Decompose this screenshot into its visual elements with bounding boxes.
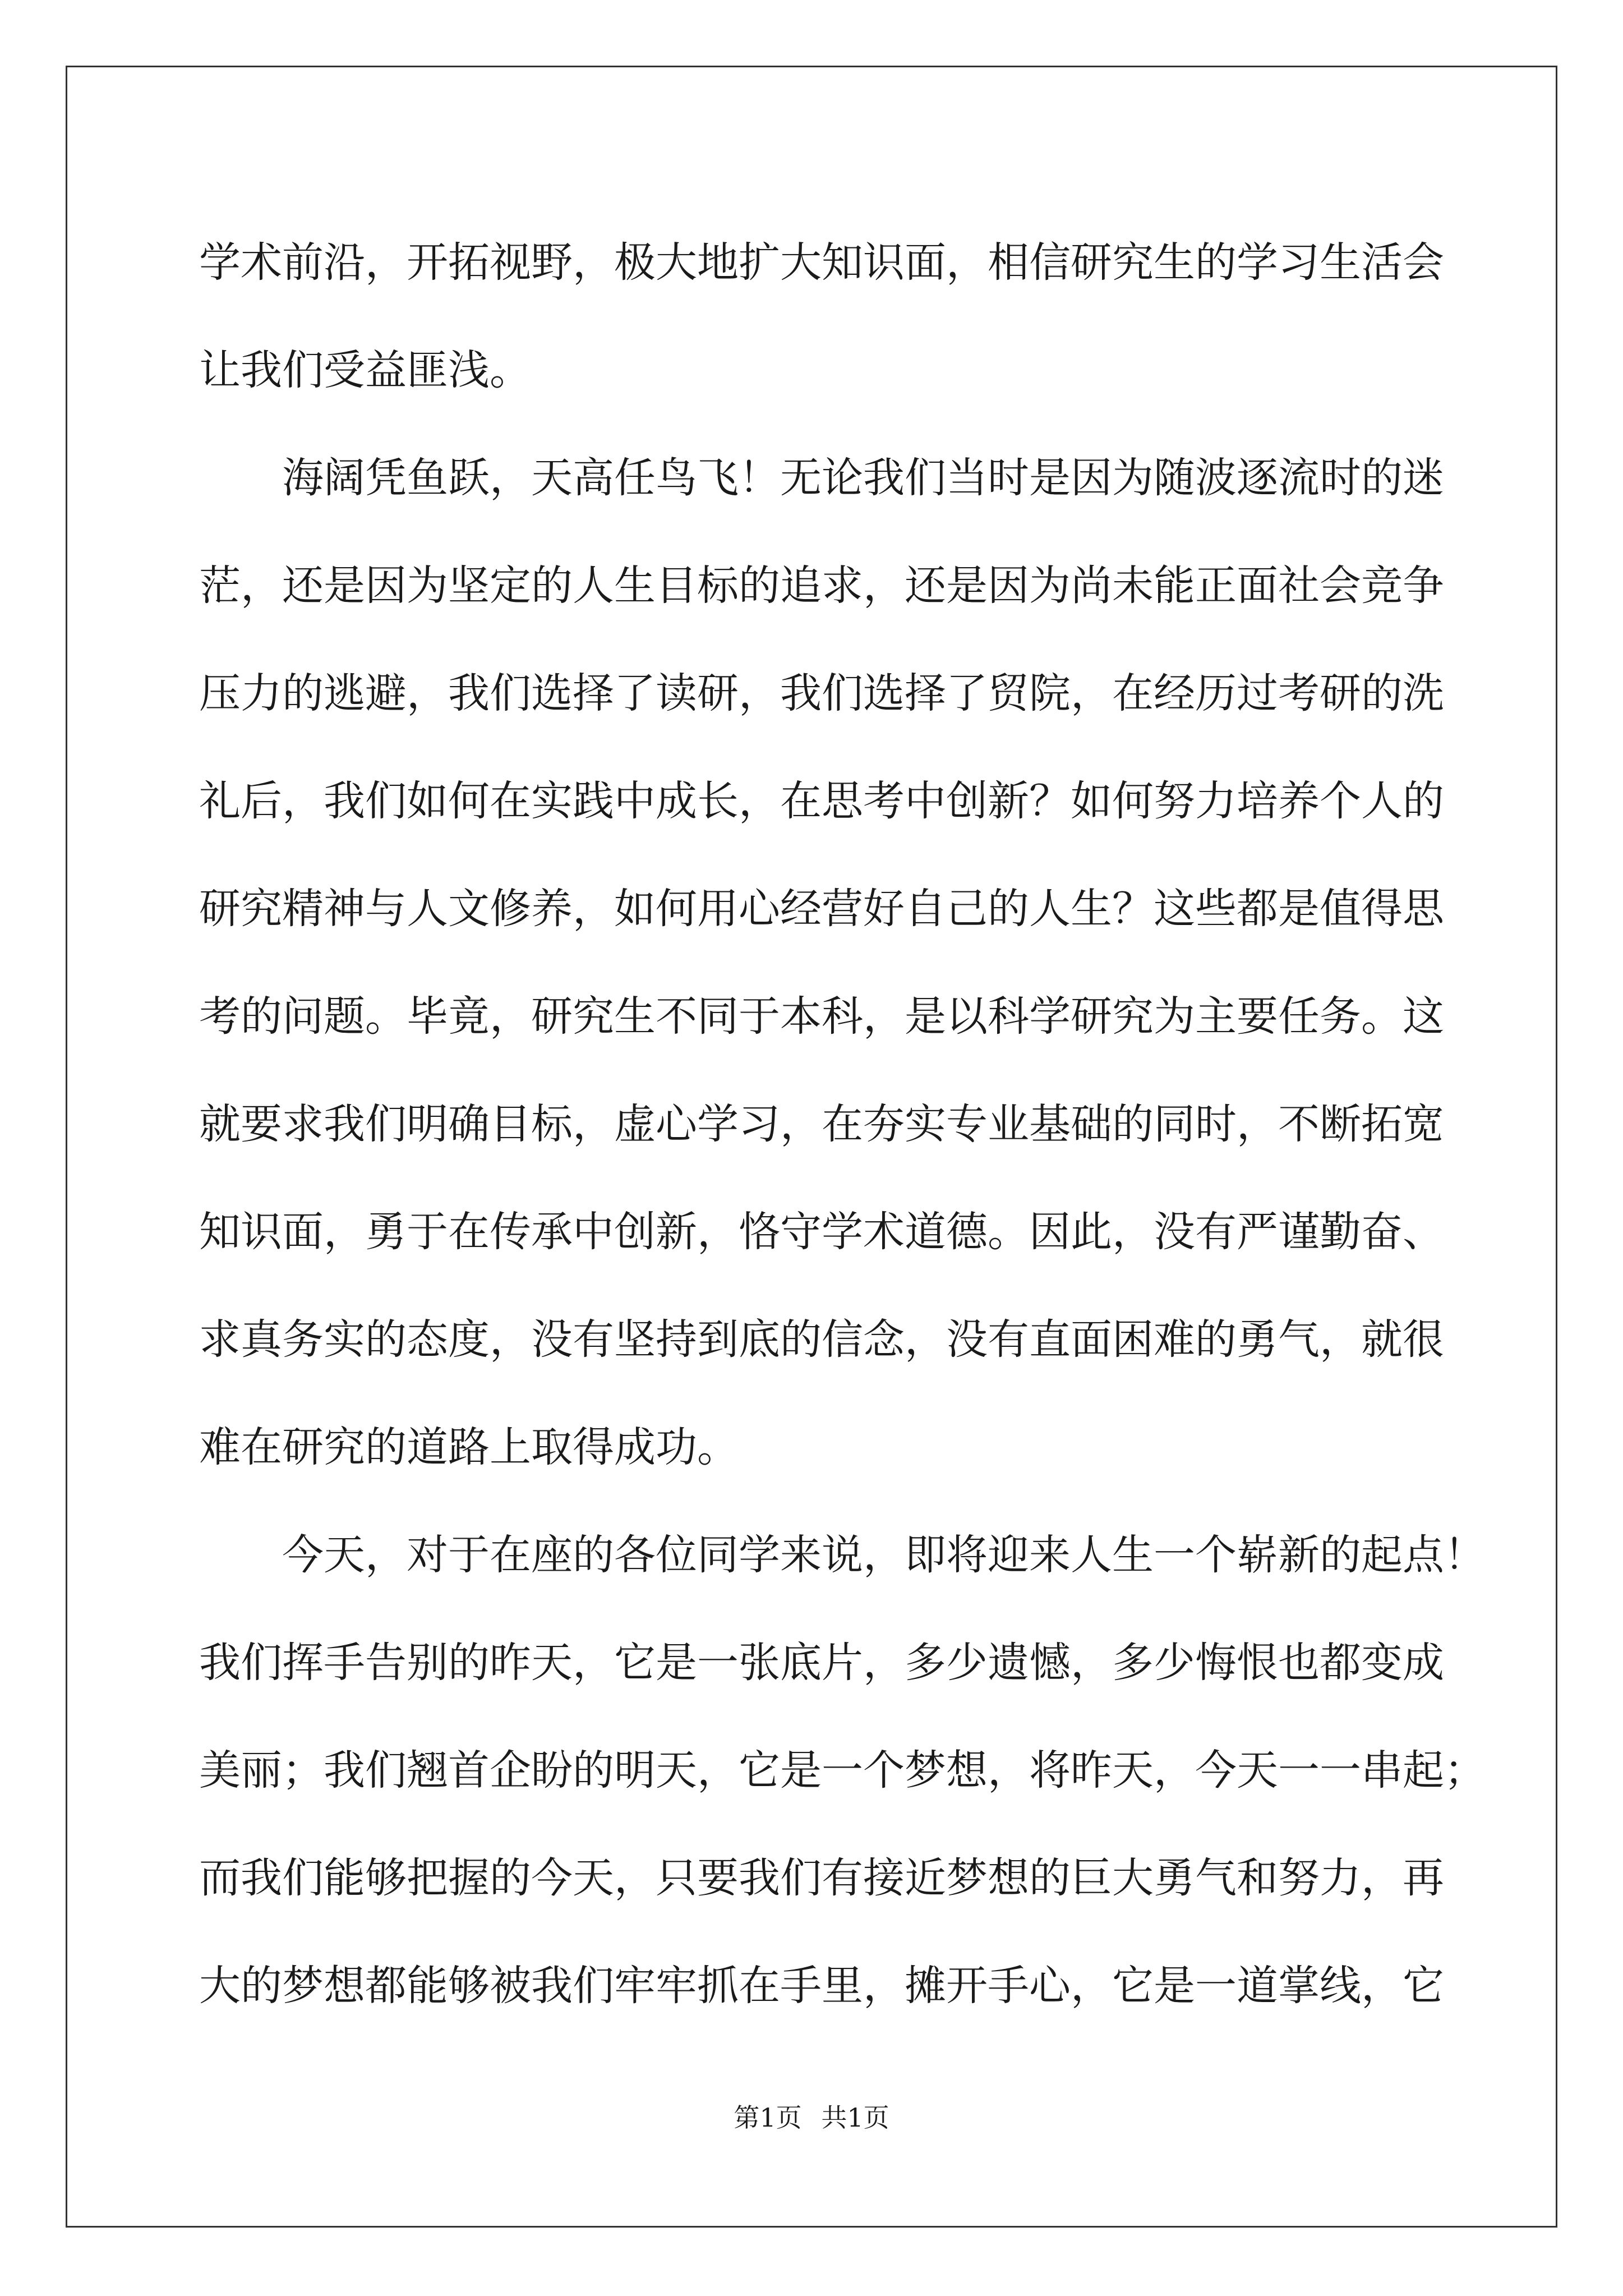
text-line: 茫，还是因为坚定的人生目标的追求，还是因为尚未能正面社会竞争 xyxy=(199,562,1444,610)
text-line: 求真务实的态度，没有坚持到底的信念，没有直面困难的勇气，就很 xyxy=(199,1315,1444,1364)
page-total: 共1页 xyxy=(821,2102,889,2133)
text-line: 压力的逃避，我们选择了读研，我们选择了贸院，在经历过考研的洗 xyxy=(199,669,1444,717)
text-line: 而我们能够把握的今天，只要我们有接近梦想的巨大勇气和努力，再 xyxy=(199,1854,1444,1902)
page-footer xyxy=(0,2101,1623,2134)
text-line: 研究精神与人文修养，如何用心经营好自己的人生？这些都是值得思 xyxy=(199,885,1444,933)
text-line: 我们挥手告别的昨天，它是一张底片，多少遗憾，多少悔恨也都变成 xyxy=(199,1639,1444,1687)
text-line: 美丽；我们翘首企盼的明天，它是一个梦想，将昨天，今天一一串起； xyxy=(199,1746,1486,1795)
text-line: 学术前沿，开拓视野，极大地扩大知识面，相信研究生的学习生活会 xyxy=(199,238,1444,287)
text-line: 礼后，我们如何在实践中成长，在思考中创新？如何努力培养个人的 xyxy=(199,777,1444,825)
text-line: 海阔凭鱼跃，天高任鸟飞！无论我们当时是因为随波逐流时的迷 xyxy=(282,454,1444,502)
document-body xyxy=(199,209,1486,2040)
text-line: 知识面，勇于在传承中创新，恪守学术道德。因此，没有严谨勤奋、 xyxy=(199,1208,1444,1256)
page-number: 第1页 xyxy=(734,2102,802,2133)
text-line: 考的问题。毕竟，研究生不同于本科，是以科学研究为主要任务。这 xyxy=(199,992,1444,1041)
text-line: 今天，对于在座的各位同学来说，即将迎来人生一个崭新的起点！ xyxy=(282,1531,1486,1579)
text-line: 大的梦想都能够被我们牢牢抓在手里，摊开手心，它是一道掌线，它 xyxy=(199,1962,1444,2010)
text-line: 就要求我们明确目标，虚心学习，在夯实专业基础的同时，不断拓宽 xyxy=(199,1100,1444,1148)
text-line: 难在研究的道路上取得成功。 xyxy=(199,1423,739,1471)
text-line: 让我们受益匪浅。 xyxy=(199,346,531,394)
